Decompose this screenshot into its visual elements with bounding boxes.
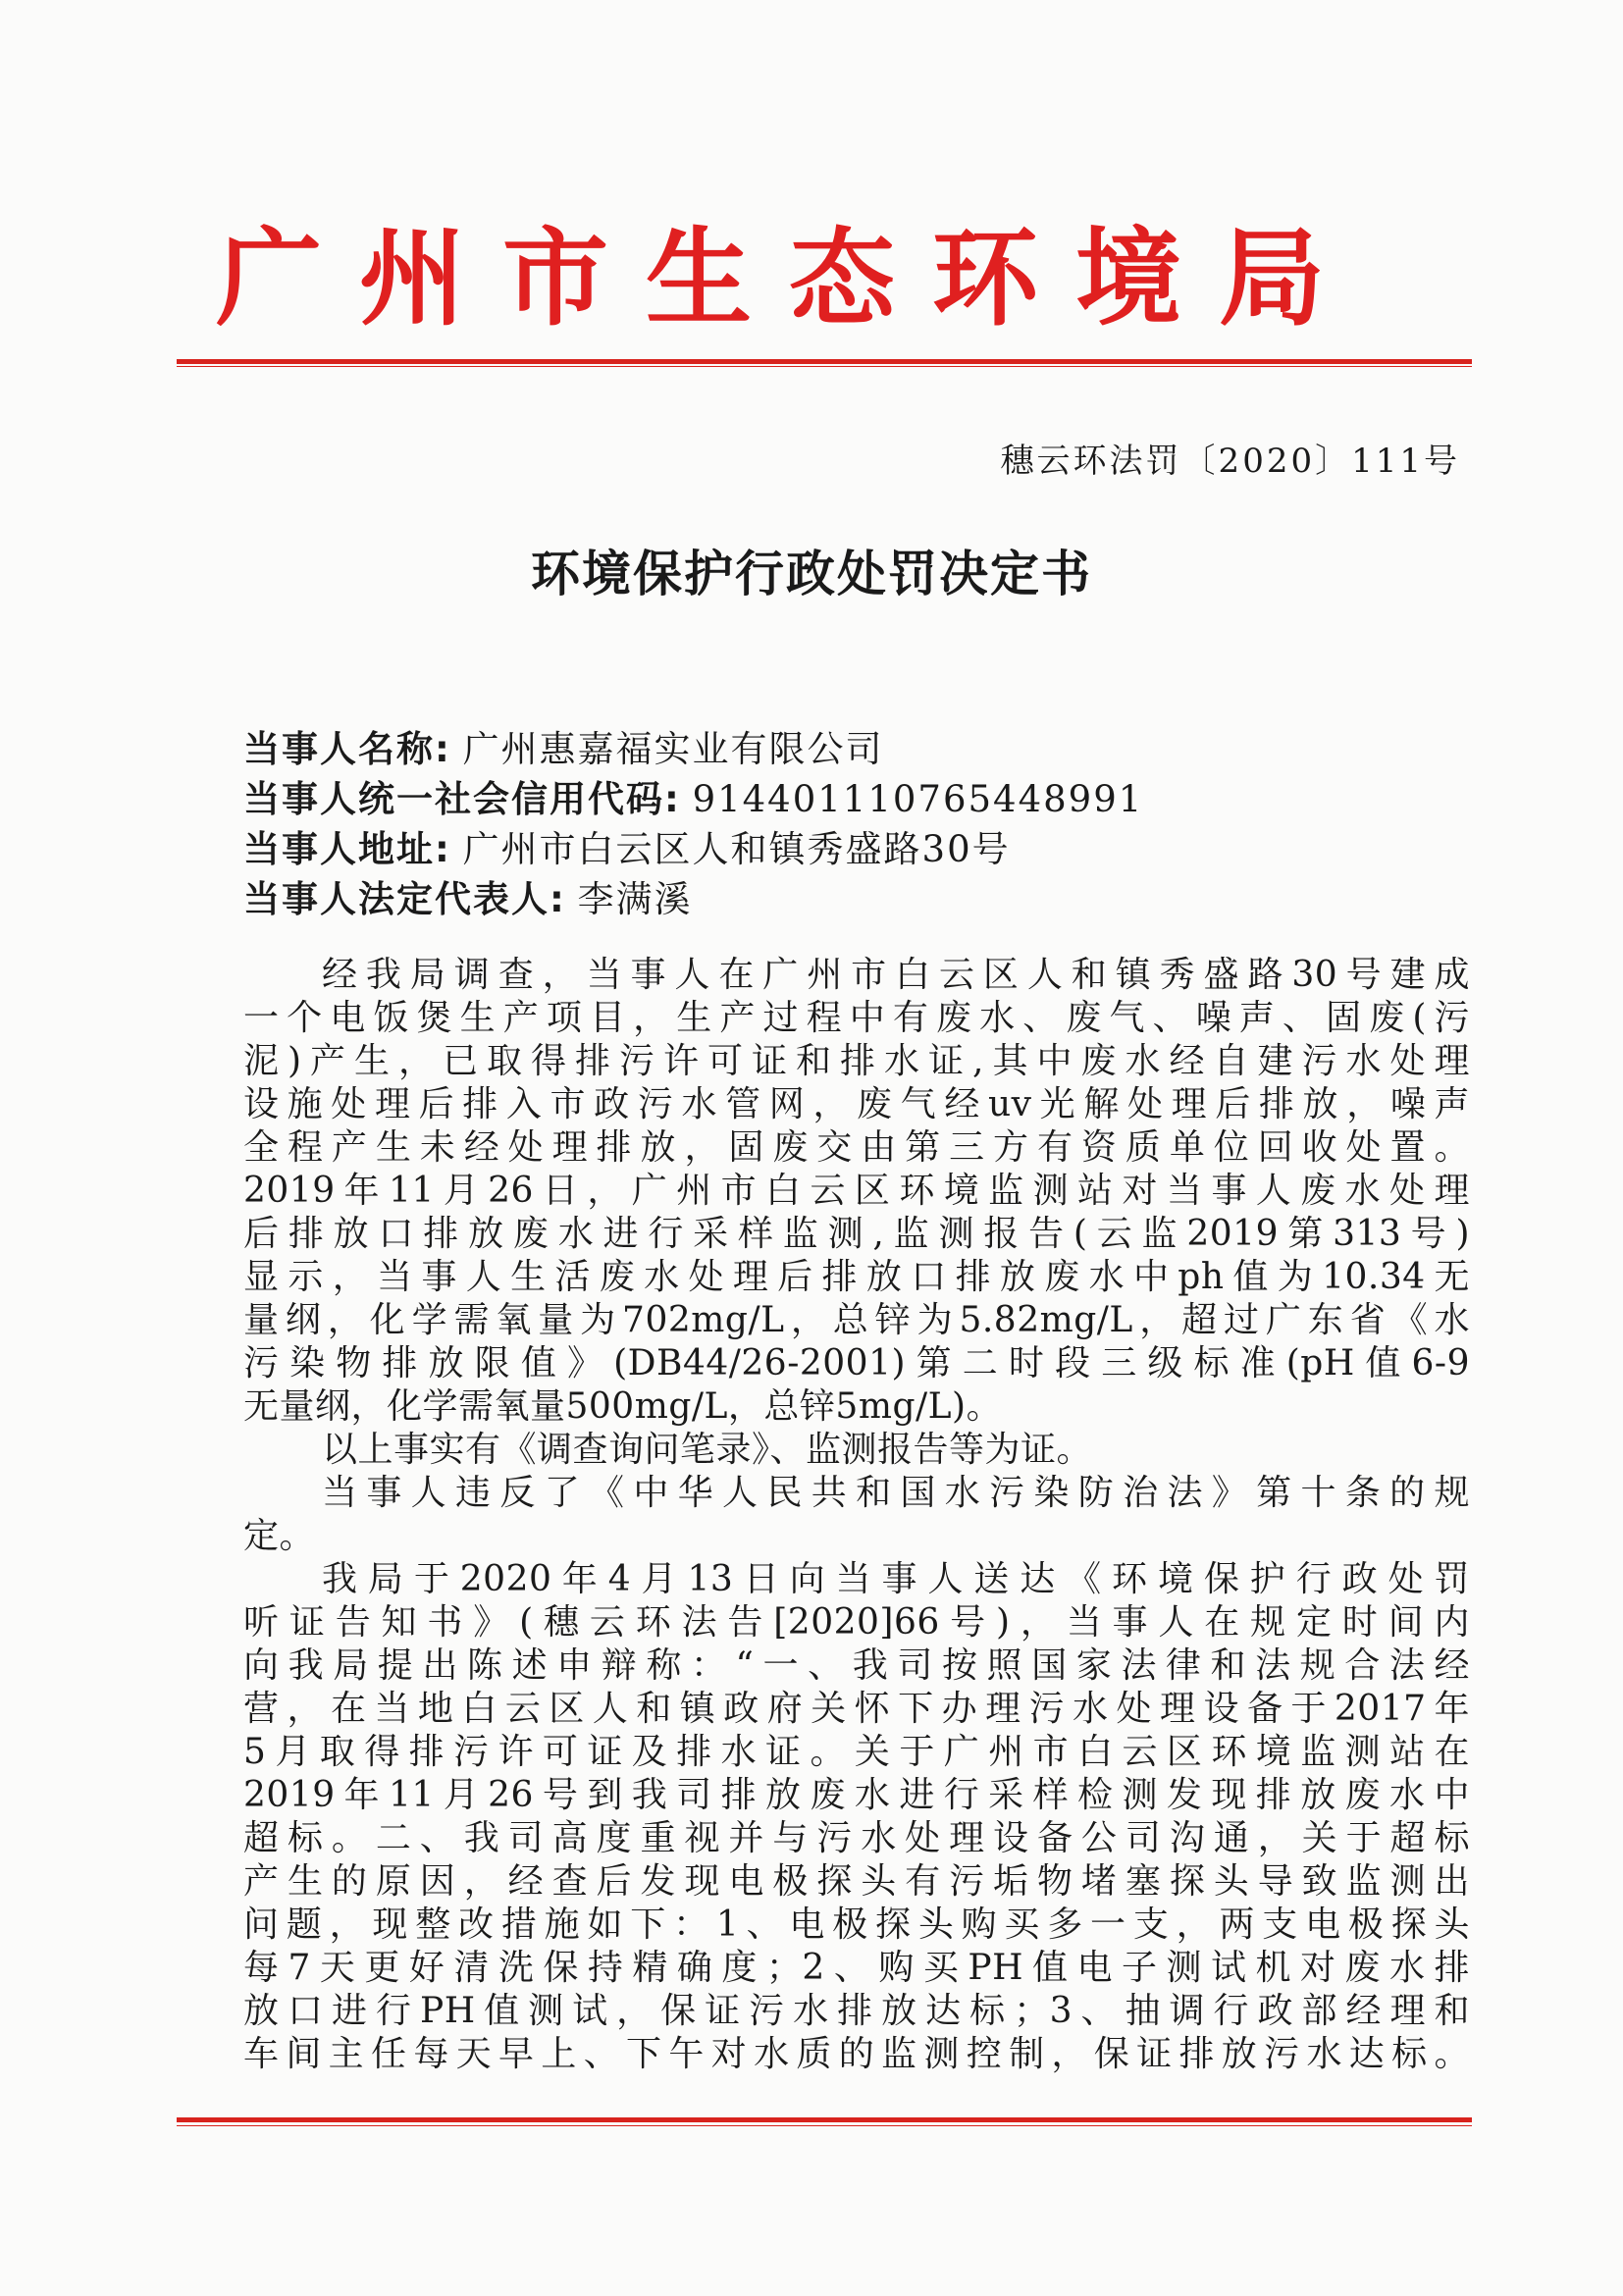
header-red-rule-thin	[177, 366, 1472, 367]
party-name-label: 当事人名称:	[243, 728, 451, 770]
body-line: 听证告知书》(穗云环法告[2020]66号)，当事人在规定时间内	[243, 1602, 1470, 1643]
agency-header-title: 广州市生态环境局	[216, 218, 1363, 340]
body-line: 产生的原因，经查后发现电极探头有污垢物堵塞探头导致监测出	[243, 1861, 1470, 1902]
body-text	[243, 954, 1470, 2076]
body-line: 量纲，化学需氧量为702mg/L，总锌为5.82mg/L，超过广东省《水	[243, 1300, 1470, 1340]
body-line: 经我局调查，当事人在广州市白云区人和镇秀盛路30号建成	[322, 955, 1470, 995]
body-line: 一个电饭煲生产项目，生产过程中有废水、废气、噪声、固废(污	[243, 998, 1470, 1038]
body-line: 我局于2020年4月13日向当事人送达《环境保护行政处罚	[322, 1559, 1470, 1599]
body-line: 无量纲，化学需氧量500mg/L，总锌5mg/L)。	[243, 1386, 1003, 1427]
party-row	[243, 824, 1480, 874]
body-line: 全程产生未经处理排放，固废交由第三方有资质单位回收处置。	[243, 1127, 1470, 1168]
body-line: 每7天更好清洗保持精确度；2、购买PH值电子测试机对废水排	[243, 1948, 1470, 1988]
body-line: 泥)产生，已取得排污许可证和排水证,其中废水经自建污水处理	[243, 1041, 1470, 1081]
body-line: 污染物排放限值》(DB44/26-2001)第二时段三级标准(pH值6-9	[243, 1343, 1470, 1383]
header-red-rule	[177, 359, 1472, 364]
body-line: 当事人违反了《中华人民共和国水污染防治法》第十条的规	[322, 1473, 1470, 1513]
legal-rep-label: 当事人法定代表人:	[243, 878, 566, 920]
body-line: 问题，现整改措施如下：1、电极探头购买多一支，两支电极探头	[243, 1905, 1470, 1945]
body-line: 显示，当事人生活废水处理后排放口排放废水中ph值为10.34无	[243, 1257, 1470, 1297]
body-line: 2019年11月26日，广州市白云区环境监测站对当事人废水处理	[243, 1171, 1470, 1211]
party-row	[243, 874, 1480, 924]
body-line: 2019年11月26号到我司排放废水进行采样检测发现排放废水中	[243, 1775, 1470, 1815]
body-line: 营，在当地白云区人和镇政府关怀下办理污水处理设备于2017年	[243, 1689, 1470, 1729]
credit-code-label: 当事人统一社会信用代码:	[243, 778, 681, 820]
document-number: 穗云环法罚〔2020〕111号	[1000, 442, 1460, 481]
party-info	[243, 724, 1480, 924]
address-label: 当事人地址:	[243, 828, 451, 870]
credit-code-value: 914401110765448991	[692, 778, 1144, 820]
body-line: 设施处理后排入市政污水管网，废气经uv光解处理后排放，噪声	[243, 1084, 1470, 1124]
body-line: 放口进行PH值测试，保证污水排放达标；3、抽调行政部经理和	[243, 1991, 1470, 2031]
address-value: 广州市白云区人和镇秀盛路30号	[462, 828, 1011, 870]
footer-red-rule-thin	[177, 2125, 1472, 2126]
footer-red-rule	[177, 2117, 1472, 2122]
body-line: 后排放口排放废水进行采样监测,监测报告(云监2019第313号)	[243, 1214, 1470, 1254]
body-line: 以上事实有《调查询问笔录》、监测报告等为证。	[322, 1430, 1093, 1470]
body-line: 5月取得排污许可证及排水证。关于广州市白云区环境监测站在	[243, 1732, 1470, 1772]
party-row	[243, 724, 1480, 774]
body-line: 车间主任每天早上、下午对水质的监测控制，保证排放污水达标。	[243, 2034, 1470, 2074]
body-line: 超标。二、我司高度重视并与污水处理设备公司沟通，关于超标	[243, 1818, 1470, 1858]
party-row	[243, 774, 1480, 824]
body-line: 向我局提出陈述申辩称：“一、我司按照国家法律和法规合法经	[243, 1645, 1470, 1686]
party-name-value: 广州惠嘉福实业有限公司	[462, 728, 884, 770]
document-title: 环境保护行政处罚决定书	[531, 545, 1092, 602]
legal-rep-value: 李满溪	[577, 878, 693, 920]
body-line: 定。	[243, 1516, 316, 1556]
